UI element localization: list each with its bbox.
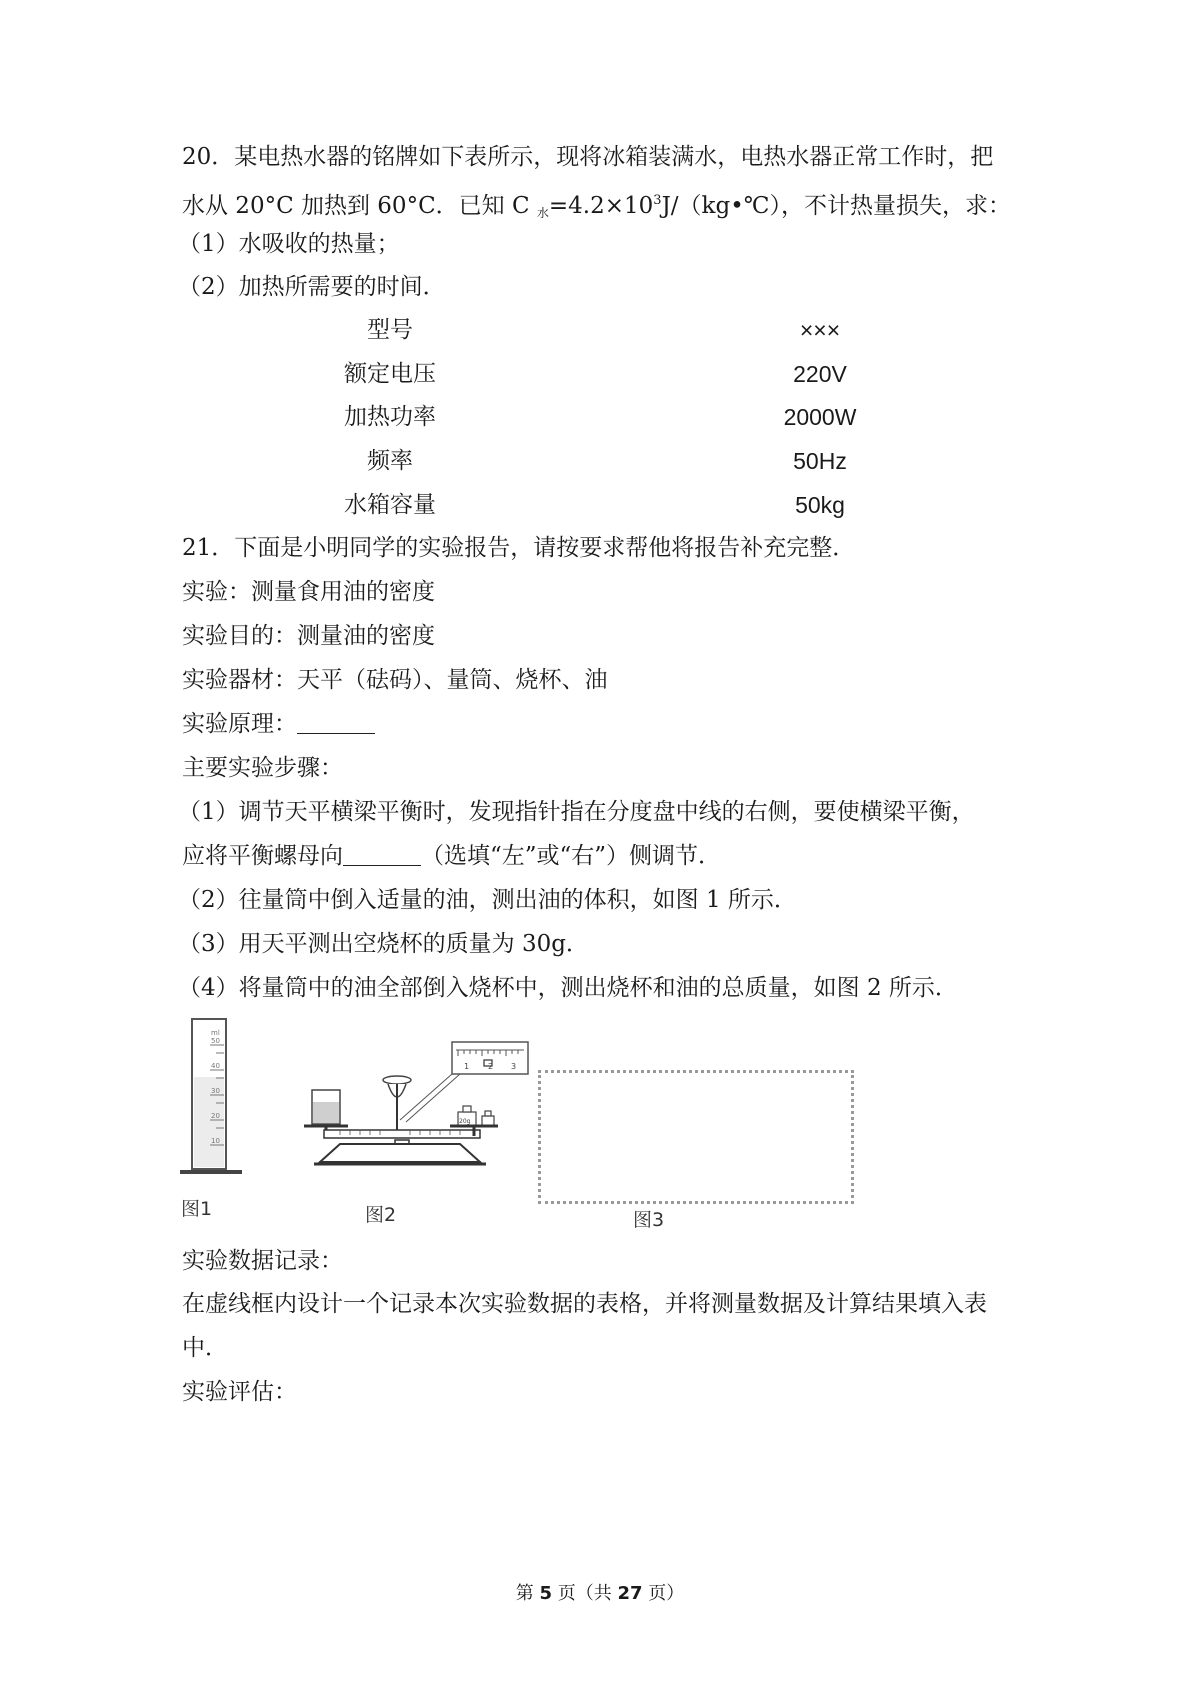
cylinder-unit: ml — [211, 1029, 220, 1037]
fig2-label: 图2 — [365, 1204, 397, 1226]
water-subscript: 水 — [536, 206, 549, 220]
spec-value: 2000W — [783, 404, 857, 430]
fig3-label: 图3 — [633, 1209, 665, 1231]
step1-b-text: 应将平衡螺母向 — [182, 843, 343, 869]
scale-tick: 3 — [511, 1062, 517, 1071]
spec-label: 水箱容量 — [344, 492, 436, 518]
spec-value: ××× — [799, 317, 841, 343]
scale-tick: 1 — [464, 1062, 470, 1071]
spec-value: 50kg — [795, 492, 845, 518]
q20-part2: （2）加热所需要的时间． — [178, 274, 446, 300]
footer-pre: 第 — [515, 1583, 540, 1604]
q21-step1-a: （1）调节天平横梁平衡时，发现指针指在分度盘中线的右侧，要使横梁平衡， — [178, 799, 975, 825]
answer-blank[interactable] — [297, 711, 375, 734]
q21-step3: （3）用天平测出空烧杯的质量为 30g． — [178, 931, 589, 957]
spec-value: 220V — [793, 361, 847, 387]
q20-line2-c: J/（kg•℃），不计热量损失，求： — [661, 193, 1012, 219]
cylinder-tick: 20 — [211, 1112, 220, 1120]
q21-steps-title: 主要实验步骤： — [182, 755, 343, 781]
page-footer — [0, 1582, 1200, 1606]
footer-total-pages: 27 — [617, 1583, 643, 1604]
cylinder-tick: 10 — [211, 1137, 220, 1145]
q21-step1-b — [182, 840, 1042, 872]
cylinder-tick: 30 — [211, 1087, 220, 1095]
q20-line2 — [182, 185, 1042, 229]
principle-label: 实验原理： — [182, 711, 297, 737]
q21-experiment: 实验：测量食用油的密度 — [182, 579, 435, 605]
step1-b-text2: （选填“左”或“右”）侧调节． — [421, 843, 722, 869]
exponent: 3 — [653, 193, 662, 208]
spec-value: 50Hz — [793, 448, 847, 474]
spec-label: 加热功率 — [344, 404, 436, 430]
q21-intro: 21．下面是小明同学的实验报告，请按要求帮他将报告补充完整． — [182, 535, 856, 561]
q21-principle — [182, 708, 1042, 740]
q21-step2: （2）往量筒中倒入适量的油，测出油的体积，如图 1 所示． — [178, 887, 797, 913]
graduated-cylinder-figure — [180, 1015, 250, 1180]
data-table-dashed-box[interactable] — [538, 1070, 854, 1204]
cylinder-tick: 50 — [211, 1037, 220, 1045]
footer-mid: 页（共 — [552, 1583, 618, 1604]
q21-data-record: 实验数据记录： — [182, 1248, 343, 1274]
balance-figure — [300, 1040, 550, 1180]
q21-step4: （4）将量筒中的油全部倒入烧杯中，测出烧杯和油的总质量，如图 2 所示． — [178, 975, 958, 1001]
q20-line2-a: 水从 20°C 加热到 60°C．已知 C — [182, 193, 537, 219]
fig1-label: 图1 — [181, 1198, 213, 1220]
cylinder-tick: 40 — [211, 1062, 220, 1070]
spec-label: 额定电压 — [344, 361, 436, 387]
q21-equipment: 实验器材：天平（砝码）、量筒、烧杯、油 — [182, 667, 608, 693]
answer-blank[interactable] — [343, 843, 421, 866]
q21-evaluation: 实验评估： — [182, 1379, 297, 1405]
spec-label: 频率 — [367, 448, 413, 474]
q20-part1: （1）水吸收的热量； — [178, 231, 400, 257]
q20-line1: 20．某电热水器的铭牌如下表所示，现将冰箱装满水，电热水器正常工作时，把 — [182, 144, 994, 170]
q20-line2-b: =4.2×10 — [548, 193, 654, 219]
weight-label: 20g — [459, 1118, 471, 1125]
spec-label: 型号 — [367, 317, 413, 343]
footer-page-number: 5 — [539, 1583, 552, 1604]
q21-data-desc-2: 中． — [182, 1335, 228, 1361]
q21-data-desc-1: 在虚线框内设计一个记录本次实验数据的表格，并将测量数据及计算结果填入表 — [182, 1291, 987, 1317]
footer-post: 页） — [642, 1583, 685, 1604]
scale-tick: 2 — [488, 1062, 494, 1071]
q21-purpose: 实验目的：测量油的密度 — [182, 623, 435, 649]
